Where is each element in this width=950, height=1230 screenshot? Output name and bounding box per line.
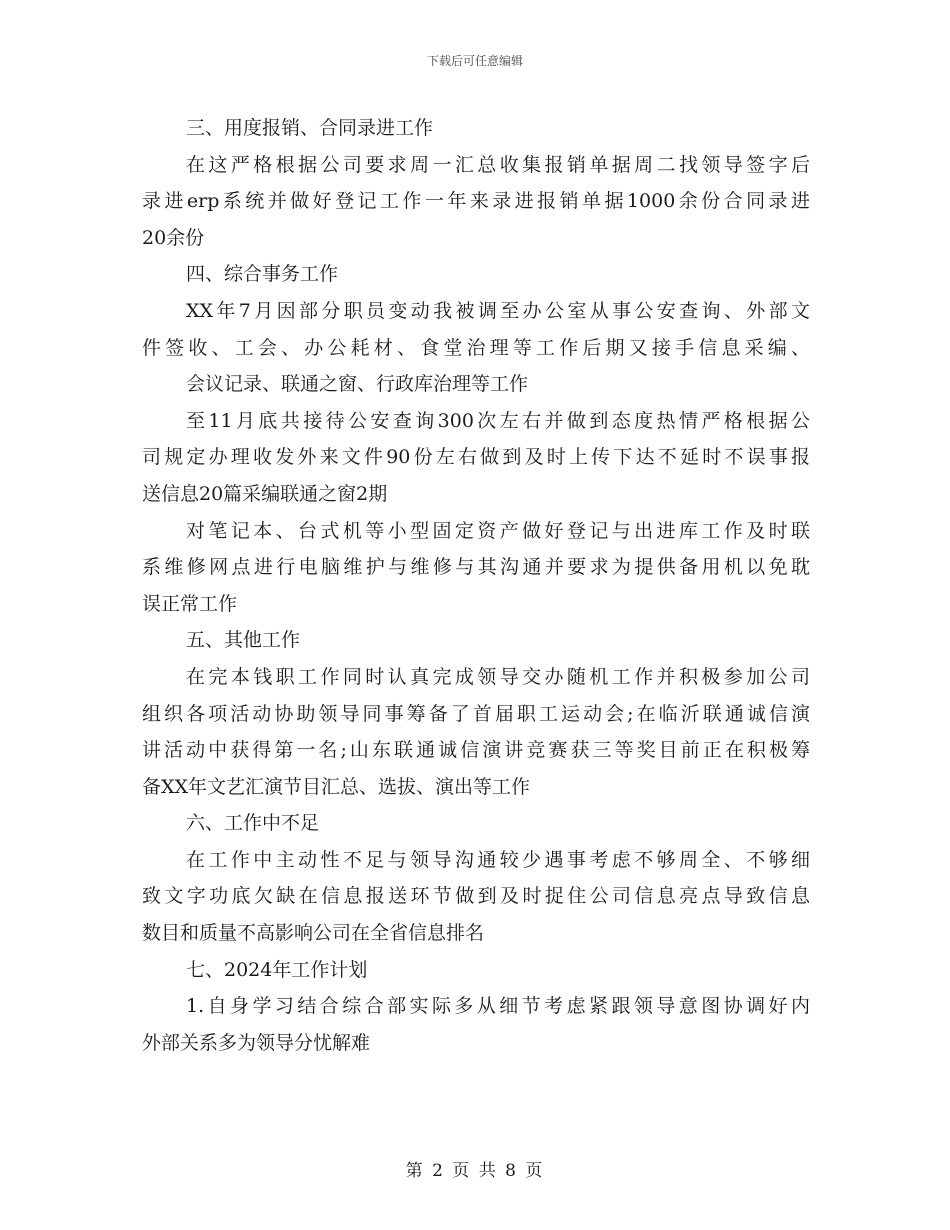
paragraph-line: 组织各项活动协助领导同事筹备了首届职工运动会;在临沂联通诚信演 (142, 702, 810, 725)
section-heading: 四、综合事务工作 (186, 263, 339, 286)
section-heading: 三、用度报销、合同录进工作 (186, 117, 434, 139)
paragraph-line: 20余份 (142, 226, 205, 249)
paragraph-line: 对笔记本、台式机等小型固定资产做好登记与出进库工作及时联 (186, 519, 810, 542)
paragraph-line: 备XX年文艺汇演节目汇总、选拔、演出等工作 (142, 775, 531, 798)
paragraph-line: 数目和质量不高影响公司在全省信息排名 (142, 922, 485, 945)
paragraph-line: 1.自身学习结合综合部实际多从细节考虑紧跟领导意图协调好内 (186, 995, 810, 1018)
paragraph-line: 在完本钱职工作同时认真完成领导交办随机工作并积极参加公司 (186, 665, 810, 688)
paragraph-line: 讲活动中获得第一名;山东联通诚信演讲竞赛获三等奖目前正在积极筹 (142, 739, 810, 762)
section-heading: 七、2024年工作计划 (186, 958, 368, 981)
paragraph-line: XX年7月因部分职员变动我被调至办公室从事公安查询、外部文 (186, 299, 810, 322)
paragraph-line: 至11月底共接待公安查询300次左右并做到态度热情严格根据公 (186, 409, 810, 432)
paragraph-line: 件签收、工会、办公耗材、食堂治理等工作后期又接手信息采编、 (142, 336, 810, 359)
paragraph-line: 在这严格根据公司要求周一汇总收集报销单据周二找领导签字后 (186, 153, 810, 176)
paragraph-line: 送信息20篇采编联通之窗2期 (142, 482, 388, 505)
paragraph-line: 外部关系多为领导分忧解难 (142, 1031, 371, 1054)
paragraph-line: 系维修网点进行电脑维护与维修与其沟通并要求为提供备用机以免耽 (142, 556, 810, 579)
paragraph-line: 在工作中主动性不足与领导沟通较少遇事考虑不够周全、不够细 (186, 848, 810, 871)
paragraph-line: 司规定办理收发外来文件90份左右做到及时上传下达不延时不误事报 (142, 446, 810, 469)
section-heading: 五、其他工作 (186, 629, 301, 652)
paragraph-line: 致文字功底欠缺在信息报送环节做到及时捉住公司信息亮点导致信息 (142, 885, 810, 908)
section-heading: 六、工作中不足 (186, 812, 320, 835)
page-number: 第 2 页 共 8 页 (405, 1161, 545, 1181)
paragraph-line: 误正常工作 (142, 592, 238, 615)
document-body (142, 110, 810, 1061)
paragraph-line: 会议记录、联通之窗、行政库治理等工作 (186, 373, 529, 396)
page-header: 下载后可任意编辑 (426, 54, 523, 68)
paragraph-line: 录进erp系统并做好登记工作一年来录进报销单据1000余份合同录进 (142, 190, 810, 213)
